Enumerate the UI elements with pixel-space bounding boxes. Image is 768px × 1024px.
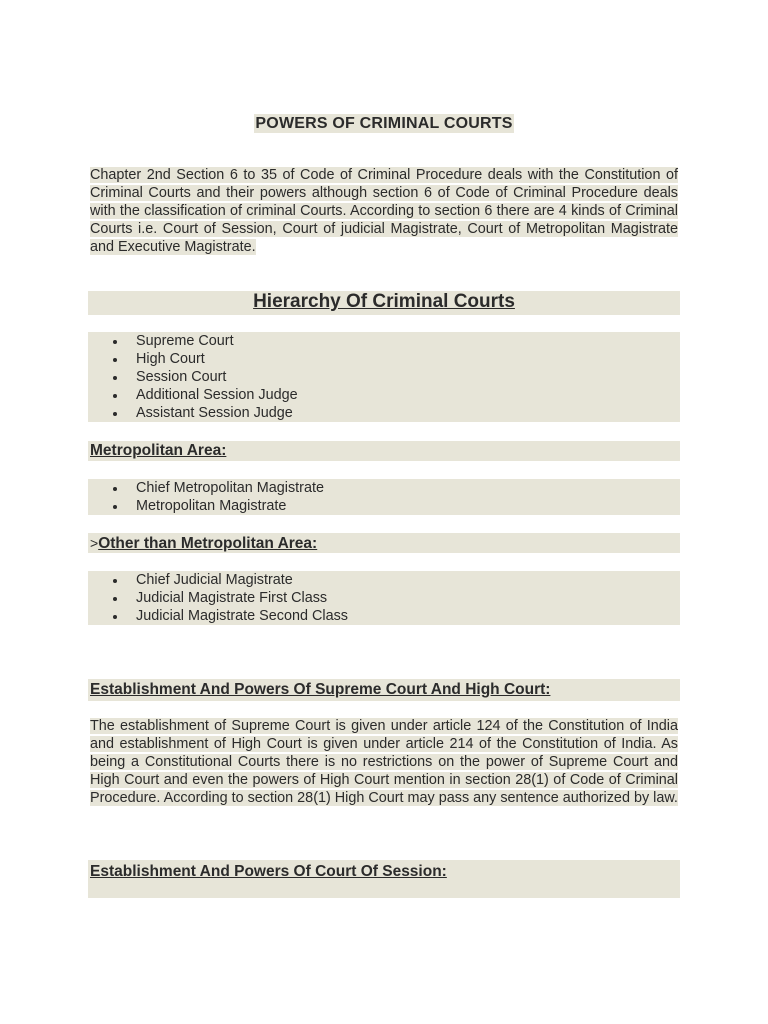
list-item: High Court — [88, 350, 680, 368]
metropolitan-heading-text: Metropolitan Area: — [90, 442, 227, 459]
other-heading-text: Other than Metropolitan Area: — [98, 535, 318, 552]
intro-text: Chapter 2nd Section 6 to 35 of Code of Criminal Procedure deals with the Constitution of Criminal Courts and their powers although section 6 of Code of Criminal Procedure deals with the classification of criminal Courts. According to section 6 there are 4 kinds of Criminal Courts i.e. Court of Session, Court of judicial Magistrate, Court of Metropolitan Magistrate and Executive Magistrate. — [90, 167, 678, 255]
document-title-wrap — [0, 114, 768, 134]
supreme-high-heading — [90, 680, 550, 700]
metropolitan-list — [88, 479, 680, 515]
session-heading — [90, 862, 447, 882]
intro-paragraph — [90, 166, 678, 256]
list-item: Judicial Magistrate First Class — [88, 589, 680, 607]
list-item: Chief Metropolitan Magistrate — [88, 479, 680, 497]
other-heading — [90, 533, 317, 554]
list-item: Assistant Session Judge — [88, 404, 680, 422]
list-item: Metropolitan Magistrate — [88, 497, 680, 515]
supreme-high-heading-text: Establishment And Powers Of Supreme Court And High Court: — [90, 681, 551, 698]
supreme-high-paragraph — [90, 717, 678, 807]
document-title: POWERS OF CRIMINAL COURTS — [255, 115, 513, 132]
list-item: Additional Session Judge — [88, 386, 680, 404]
supreme-high-text: The establishment of Supreme Court is given under article 124 of the Constitution of India and establishment of High Court is given under article 214 of the Constitution of India. As being a Constitutional Courts there is no restrictions on the power of Supreme Court and High Court and even the powers of High Court mention in section 28(1) of Code of Criminal Procedure. According to section 28(1) High Court may pass any sentence authorized by law. — [90, 718, 678, 806]
list-item: Chief Judicial Magistrate — [88, 571, 680, 589]
metropolitan-heading — [90, 441, 226, 461]
hierarchy-heading: Hierarchy Of Criminal Courts — [253, 291, 515, 312]
list-item: Session Court — [88, 368, 680, 386]
hierarchy-list — [88, 332, 680, 422]
list-item: Judicial Magistrate Second Class — [88, 607, 680, 625]
other-heading-prefix: > — [90, 535, 99, 551]
session-heading-text: Establishment And Powers Of Court Of Session: — [90, 863, 447, 880]
list-item: Supreme Court — [88, 332, 680, 350]
other-list — [88, 571, 680, 625]
